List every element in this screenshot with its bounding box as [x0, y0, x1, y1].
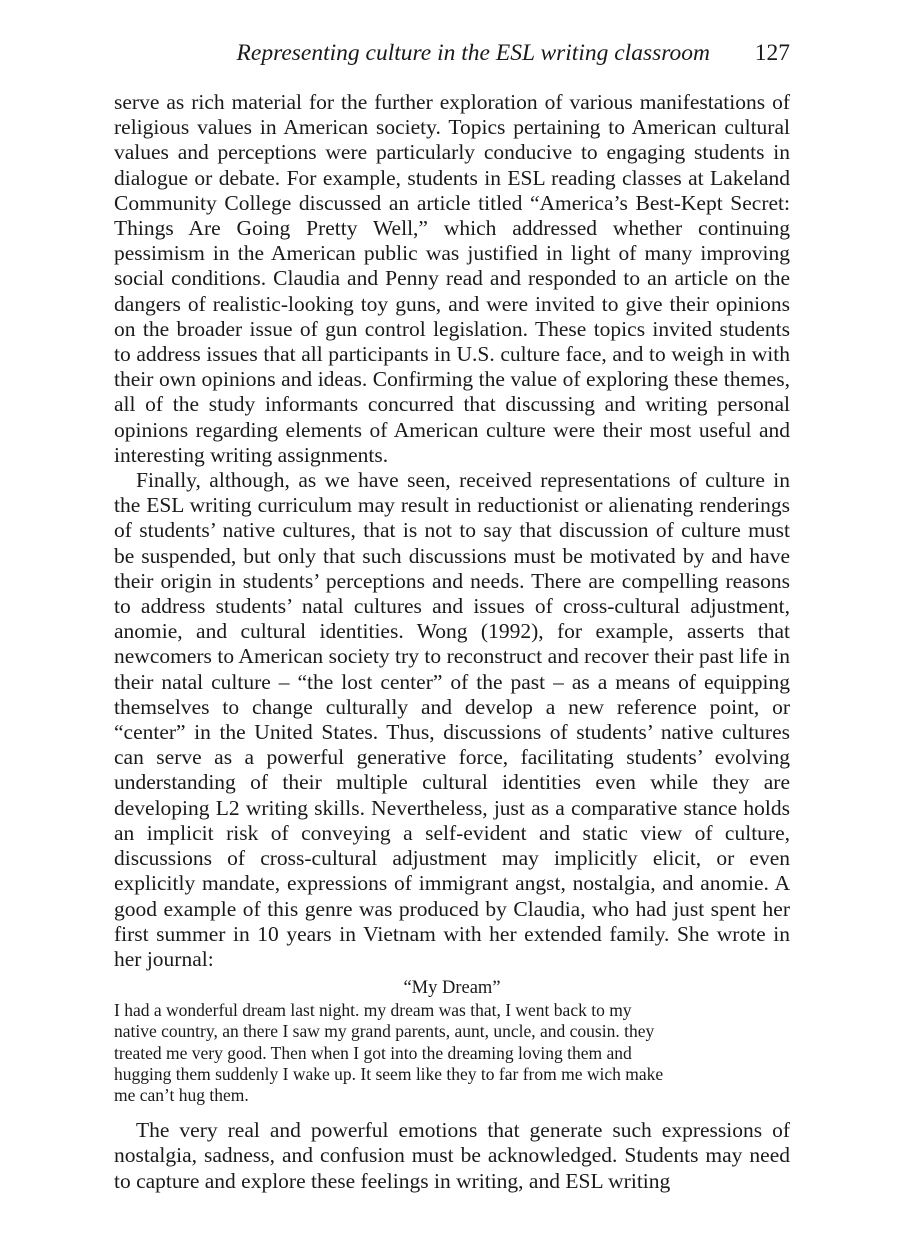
journal-line: treated me very good. Then when I got into the dreaming loving them and [114, 1042, 632, 1063]
journal-title: “My Dream” [403, 978, 501, 999]
paragraph-2: Finally, although, as we have seen, received representations of culture in the ESL writing curriculum may result in reductionist or alienating renderings of students’ native cultures, that is not to say that discussion of culture must be suspended, but only that such discussions must be motivated by and have their origin in students’ perceptions and needs. There are compelling reasons to address students’ natal cultures and issues of cross-cultural adjustment, anomie, and cultural identities. Wong (1992), for example, asserts that newcomers to American society try to reconstruct and recover their past life in their natal culture – “the lost center” of the past – as a means of equipping themselves to change culturally and develop a new reference point, or “center” in the United States. Thus, discussions of students’ native cultures can serve as a powerful generative force, facilitating students’ evolving understanding of their multiple cultural identities even while they are developing L2 writing skills. Nevertheless, just as a comparative stance holds an implicit risk of conveying a self-evident and static view of culture, discussions of cross-cultural adjustment may implicitly elicit, or even explicitly mandate, expressions of immigrant angst, nostalgia, and anomie. A good example of this genre was produced by Claudia, who had just spent her first summer in 10 years in Vietnam with her extended family. She wrote in her journal: [114, 468, 790, 971]
journal-text [114, 1000, 790, 1106]
journal-line: I had a wonderful dream last night. my dream was that, I went back to my [114, 1000, 632, 1021]
paragraph-1: serve as rich material for the further exploration of various manifestations of religious values in American society. Topics pertaining to American cultural values and perceptions were particularly conducive to engaging students in dialogue or debate. For example, students in ESL reading classes at Lakeland Community College discussed an article titled “America’s Best-Kept Secret: Things Are Going Pretty Well,” which addressed whether continuing pessimism in the American public was justified in light of many improving social conditions. Claudia and Penny read and responded to an article on the dangers of realistic-looking toy guns, and were invited to give their opinions on the broader issue of gun control legislation. These topics invited students to address issues that all participants in U.S. culture face, and to weigh in with their own opinions and ideas. Confirming the value of exploring these themes, all of the study informants concurred that discussing and writing personal opinions regarding elements of American culture were their most useful and interesting writing assignments. [114, 90, 790, 467]
paragraph-3: The very real and powerful emotions that generate such expressions of nostalgia, sadness, and confusion must be acknowledged. Students may need to capture and explore these feelings in writing, and ESL writing [114, 1118, 790, 1193]
journal-line: hugging them suddenly I wake up. It seem like they to far from me wich make [114, 1063, 664, 1084]
body-text [114, 90, 790, 1194]
running-header [114, 36, 790, 70]
running-title: Representing culture in the ESL writing classroom [236, 40, 710, 66]
journal-line: native country, an there I saw my grand parents, aunt, uncle, and cousin. they [114, 1021, 655, 1042]
page-number: 127 [754, 40, 790, 66]
journal-line: me can’t hug them. [114, 1084, 249, 1105]
journal-excerpt [114, 976, 790, 1106]
